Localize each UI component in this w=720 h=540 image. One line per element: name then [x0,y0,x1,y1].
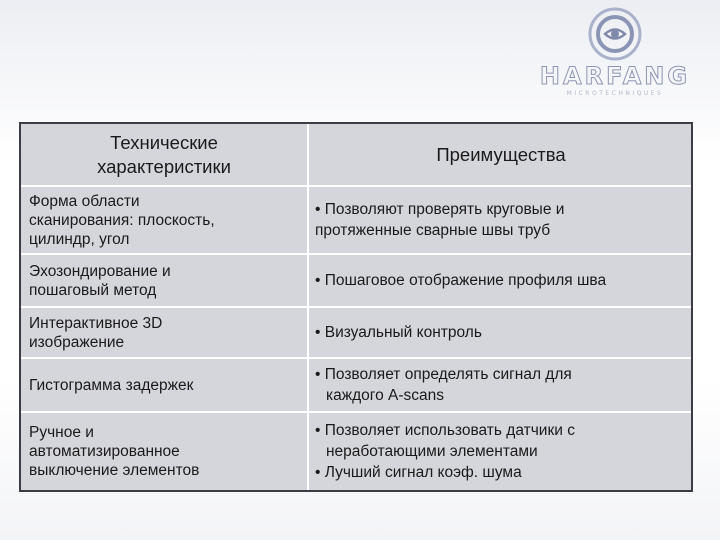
feature-cell: Интерактивное 3D изображение [29,314,163,351]
table-row [21,411,691,490]
feature-cell: Гистограмма задержек [29,376,194,394]
table-row [21,185,691,253]
benefit-cell: • Визуальный контроль [315,324,482,341]
benefit-cell: • Пошаговое отображение профиля шва [315,272,607,289]
header-benefits: Преимущества [436,143,566,165]
table-header-row [21,124,691,185]
feature-cell: Ручное и автоматизированное выключение элементов [29,424,200,479]
harfang-logo [520,4,710,96]
feature-cell: Эхозондирование и пошаговый метод [29,262,171,299]
table-row [21,253,691,306]
eye-ring-icon [520,4,710,64]
benefit-cell: • Позволяют проверять круговые и протяженные сварные швы труб [315,201,565,239]
feature-cell: Форма области сканирования: плоскость, цилиндр, угол [29,192,215,248]
table-row [21,357,691,411]
logo-wordmark: HARFANG [539,62,691,90]
logo-tagline: MICROTECHNIQUES [566,90,664,97]
table-row [21,306,691,357]
benefit-cell: • Позволяет использовать датчики с неработающими элементами • Лучший сигнал коэф. шума [315,422,575,481]
specs-table [19,122,693,492]
header-specs: Технические характеристики [97,131,231,177]
benefit-cell: • Позволяет определять сигнал для каждого A-scans [315,366,572,404]
